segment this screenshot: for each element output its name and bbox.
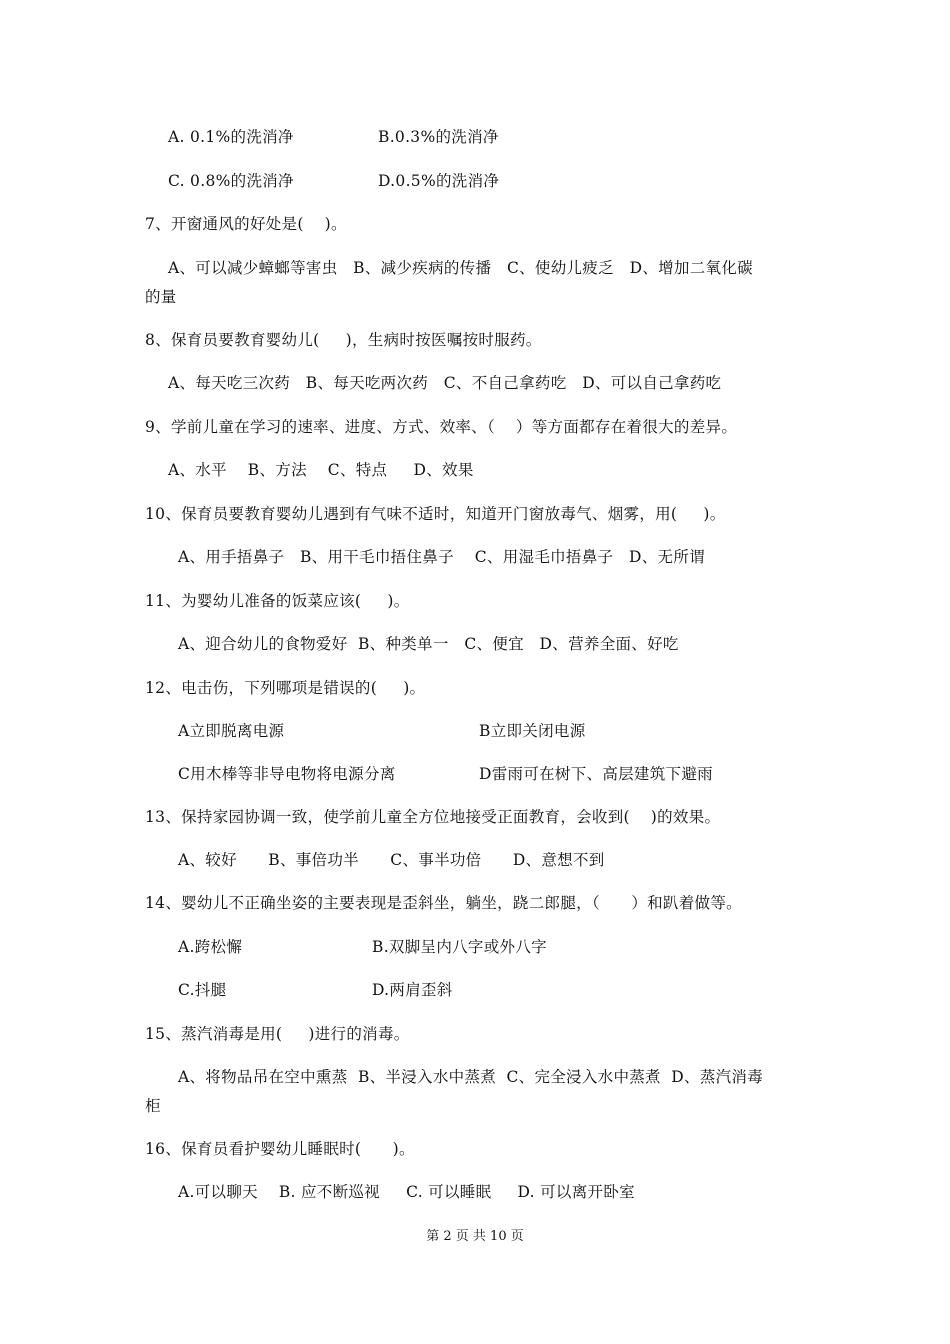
text-line: B立即关闭电源: [479, 722, 586, 740]
text-line: 10、保育员要教育婴幼儿遇到有气味不适时，知道开门窗放毒气、烟雾，用( )。: [145, 505, 726, 523]
text-line: B.双脚呈内八字或外八字: [372, 938, 547, 956]
text-line: C. 0.8%的洗消净: [168, 172, 294, 190]
text-line: A.可以聊天 B. 应不断巡视 C. 可以睡眠 D. 可以离开卧室: [178, 1183, 635, 1201]
text-line: D.0.5%的洗消净: [378, 172, 500, 190]
text-line: D雷雨可在树下、高层建筑下避雨: [479, 765, 713, 783]
text-line: A、用手捂鼻子 B、用干毛巾捂住鼻子 C、用湿毛巾捂鼻子 D、无所谓: [178, 548, 705, 566]
text-line: C.抖腿: [178, 981, 227, 999]
text-line: A立即脱离电源: [178, 722, 285, 740]
text-line: C用木棒等非导电物将电源分离: [178, 765, 396, 783]
text-line: A、将物品吊在空中熏蒸 B、半浸入水中蒸煮 C、完全浸入水中蒸煮 D、蒸汽消毒: [178, 1068, 764, 1086]
text-line: B.0.3%的洗消净: [378, 128, 499, 146]
text-line: 的量: [145, 288, 177, 306]
text-line: 8、保育员要教育婴幼儿( )，生病时按医嘱按时服药。: [145, 331, 542, 349]
text-line: 12、电击伤，下列哪项是错误的( )。: [145, 679, 426, 697]
text-line: 7、开窗通风的好处是( )。: [145, 215, 347, 233]
text-line: A、每天吃三次药 B、每天吃两次药 C、不自己拿药吃 D、可以自己拿药吃: [168, 374, 722, 392]
text-line: A. 0.1%的洗消净: [168, 128, 294, 146]
text-line: 柜: [145, 1097, 161, 1115]
text-line: 9、学前儿童在学习的速率、进度、方式、效率、（ ）等方面都存在着很大的差异。: [145, 418, 738, 436]
text-line: A.跨松懈: [178, 938, 243, 956]
text-line: 13、保持家园协调一致，使学前儿童全方位地接受正面教育，会收到( )的效果。: [145, 808, 721, 826]
page-footer: 第 2 页 共 10 页: [426, 1229, 524, 1244]
text-line: A、水平 B、方法 C、特点 D、效果: [168, 461, 474, 479]
text-line: A、可以减少蟑螂等害虫 B、减少疾病的传播 C、使幼儿疲乏 D、增加二氧化碳: [168, 259, 753, 277]
text-line: A、较好 B、事倍功半 C、事半功倍 D、意想不到: [178, 851, 605, 869]
text-line: A、迎合幼儿的食物爱好 B、种类单一 C、便宜 D、营养全面、好吃: [178, 635, 679, 653]
text-line: 15、蒸汽消毒是用( )进行的消毒。: [145, 1025, 410, 1043]
text-line: 14、婴幼儿不正确坐姿的主要表现是歪斜坐，躺坐，跷二郎腿，（ ）和趴着做等。: [145, 894, 742, 912]
text-line: 11、为婴幼儿准备的饭菜应该( )。: [145, 592, 410, 610]
text-line: 16、保育员看护婴幼儿睡眠时( )。: [145, 1140, 415, 1158]
text-line: D.两肩歪斜: [372, 981, 453, 999]
